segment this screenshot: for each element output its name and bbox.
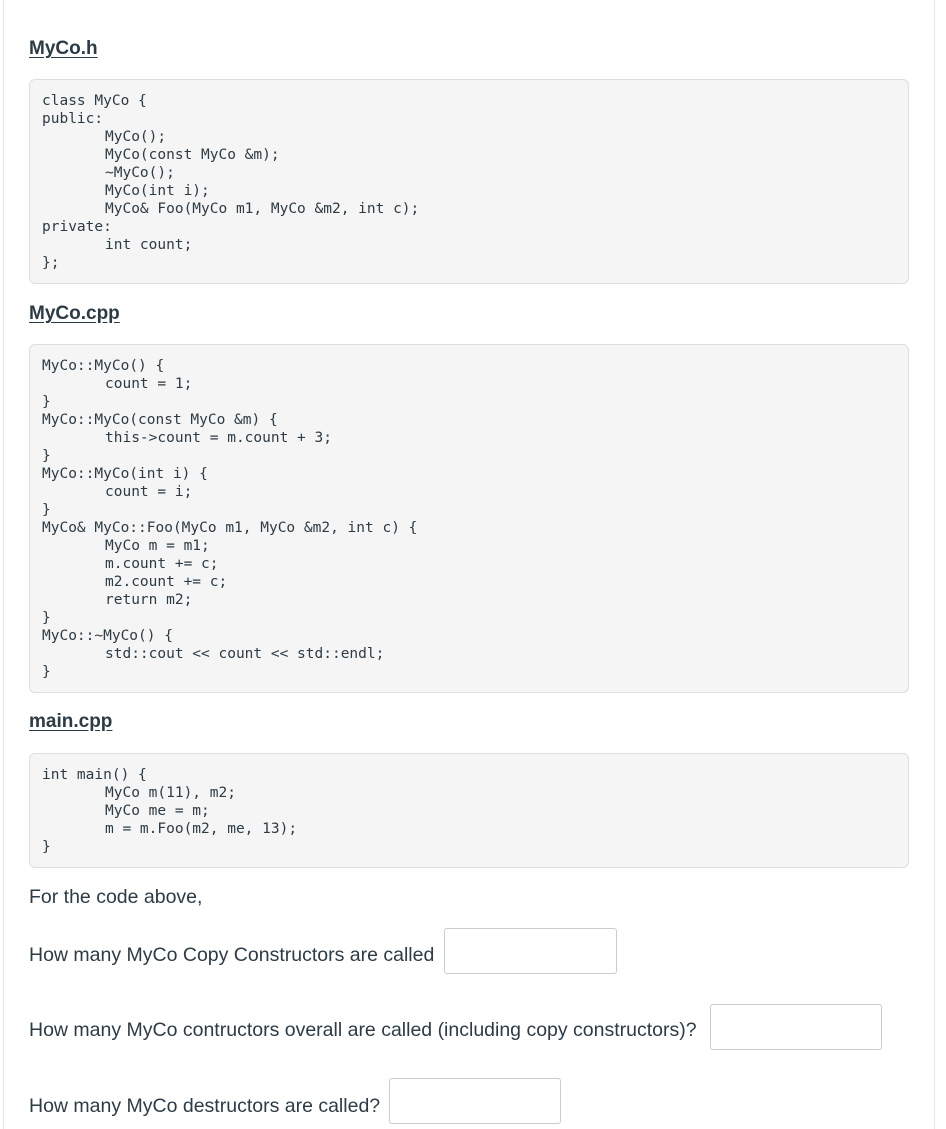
code-line: MyCo(); [105,129,167,145]
code-line: MyCo& Foo(MyCo m1, MyCo &m2, int c); [105,201,420,217]
question-label-total-constructors: How many MyCo contructors overall are called (including copy constructors)? [29,1019,697,1041]
code-line: count = 1; [105,376,193,392]
code-line: MyCo& MyCo::Foo(MyCo m1, MyCo &m2, int c) { [42,520,418,536]
code-line: class MyCo { [42,93,147,109]
code-line: private: [42,219,112,235]
answer-input-copy-constructors[interactable] [444,928,617,974]
code-line: count = i; [105,484,193,500]
code-line: } [42,394,51,410]
file-heading-myco-cpp: MyCo.cpp [29,303,120,324]
code-line: } [42,839,51,855]
code-line: m.count += c; [105,556,219,572]
code-line: m = m.Foo(m2, me, 13); [105,821,298,837]
code-line: return m2; [105,592,193,608]
code-block-myco-h [29,79,909,284]
code-line: int main() { [42,767,147,783]
code-line: } [42,502,51,518]
code-line: MyCo::~MyCo() { [42,628,173,644]
file-heading-main-cpp: main.cpp [29,711,113,732]
code-line: } [42,448,51,464]
answer-input-total-constructors[interactable] [710,1004,882,1050]
code-line: this->count = m.count + 3; [105,430,332,446]
code-line: MyCo m(11), m2; [105,785,236,801]
code-line: } [42,664,51,680]
code-line: MyCo::MyCo(const MyCo &m) { [42,412,278,428]
question-label-copy-constructors: How many MyCo Copy Constructors are called [29,944,435,966]
question-label-destructors: How many MyCo destructors are called? [29,1095,381,1117]
code-block-myco-cpp [29,344,909,693]
answer-input-destructors[interactable] [389,1078,561,1124]
code-line: MyCo::MyCo(int i) { [42,466,208,482]
code-line: MyCo m = m1; [105,538,210,554]
code-line: MyCo::MyCo() { [42,358,165,374]
code-line: }; [42,255,60,271]
code-line: m2.count += c; [105,574,228,590]
code-line: public: [42,111,104,127]
code-line: MyCo me = m; [105,803,210,819]
code-block-main-cpp [29,753,909,868]
code-line: int count; [105,237,193,253]
code-line: std::cout << count << std::endl; [105,646,385,662]
intro-text: For the code above, [29,886,203,908]
code-line: } [42,610,51,626]
code-line: ~MyCo(); [105,165,175,181]
code-line: MyCo(int i); [105,183,210,199]
code-line: MyCo(const MyCo &m); [105,147,280,163]
file-heading-myco-h: MyCo.h [29,38,98,59]
